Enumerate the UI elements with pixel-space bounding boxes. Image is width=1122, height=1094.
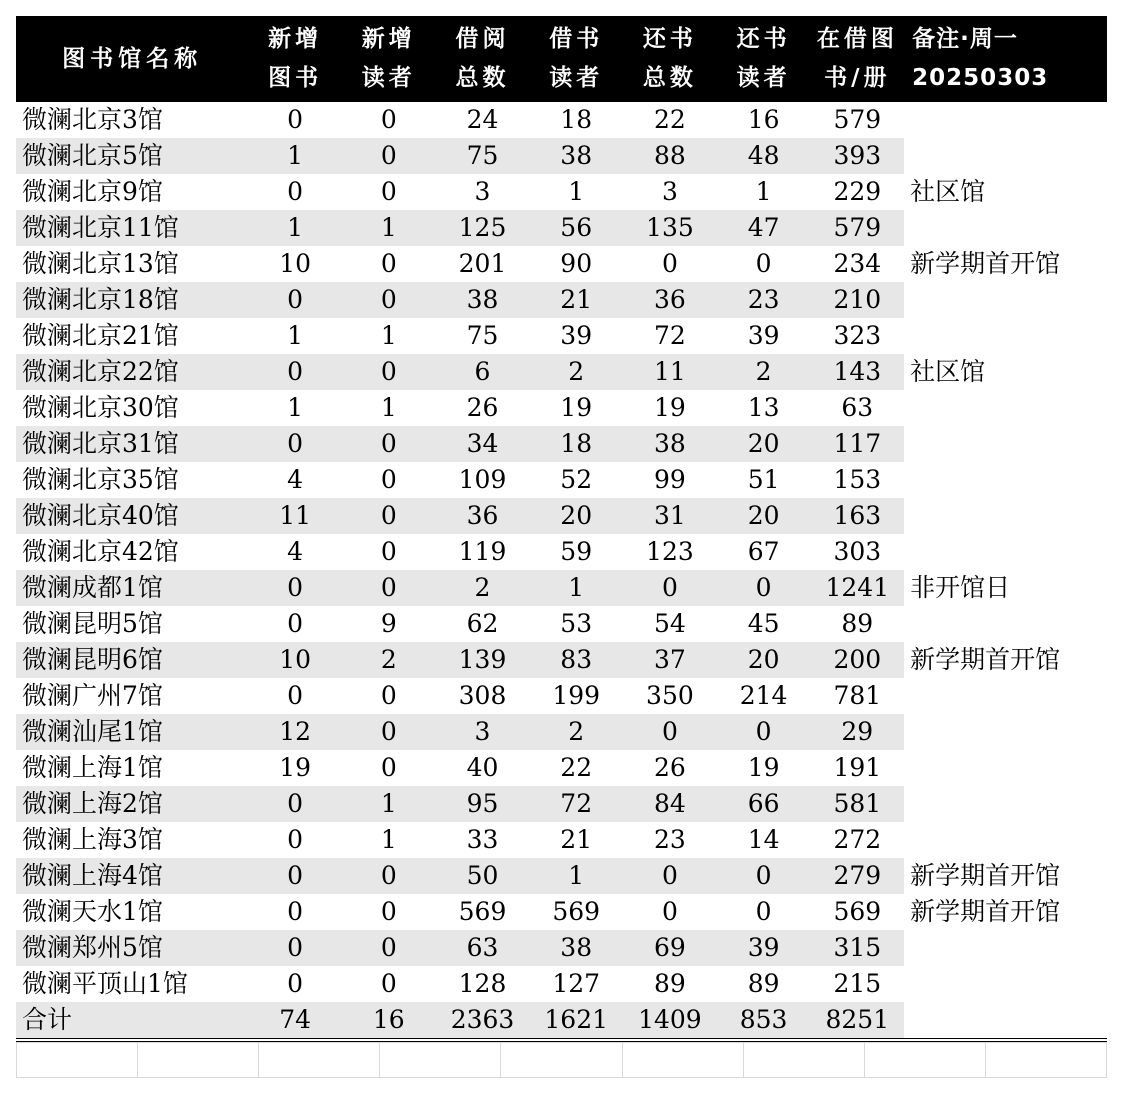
total-row <box>16 1002 1107 1040</box>
library-stats-table <box>16 16 1107 1042</box>
cell-on-loan[interactable]: 272 <box>833 825 882 854</box>
cell-return-total[interactable]: 89 <box>654 969 686 998</box>
cell-new-readers[interactable]: 0 <box>380 681 397 710</box>
cell-new-readers[interactable]: 1 <box>342 786 436 822</box>
cell-library-name[interactable]: 微澜广州7馆 <box>22 681 163 710</box>
cell-new-readers[interactable]: 16 <box>342 1002 436 1040</box>
cell-borrow-readers[interactable]: 59 <box>560 537 593 566</box>
cell-return-readers[interactable]: 16 <box>747 105 780 134</box>
empty-cell[interactable] <box>985 1043 1106 1078</box>
cell-new-readers[interactable]: 0 <box>380 249 397 278</box>
header-borrow-readers[interactable]: 借书 读者 <box>529 16 623 102</box>
cell-library-name[interactable]: 微澜北京22馆 <box>16 354 248 390</box>
cell-return-readers[interactable]: 39 <box>747 321 780 350</box>
cell-new-books[interactable]: 0 <box>248 354 342 390</box>
cell-borrow-total[interactable]: 24 <box>466 105 499 134</box>
cell-library-name[interactable]: 微澜北京40馆 <box>16 498 248 534</box>
cell-new-readers[interactable]: 0 <box>342 570 436 606</box>
cell-on-loan[interactable]: 191 <box>833 753 882 782</box>
cell-on-loan[interactable]: 315 <box>810 930 904 966</box>
cell-new-books[interactable]: 0 <box>287 897 304 926</box>
cell-return-total[interactable]: 19 <box>654 393 686 422</box>
cell-new-readers[interactable]: 0 <box>380 105 397 134</box>
cell-new-readers[interactable]: 1 <box>380 393 397 422</box>
cell-return-total[interactable]: 37 <box>623 642 717 678</box>
cell-library-name[interactable]: 合计 <box>16 1002 248 1040</box>
cell-on-loan[interactable]: 303 <box>833 537 882 566</box>
cell-new-books[interactable]: 12 <box>248 714 342 750</box>
table-row <box>16 102 1107 138</box>
cell-borrow-total[interactable]: 75 <box>436 138 530 174</box>
cell-new-readers[interactable]: 0 <box>342 426 436 462</box>
cell-library-name[interactable]: 微澜昆明5馆 <box>22 609 163 638</box>
cell-on-loan[interactable]: 579 <box>833 105 882 134</box>
cell-new-books[interactable]: 0 <box>287 177 304 206</box>
cell-on-loan[interactable]: 89 <box>841 609 874 638</box>
cell-note[interactable] <box>904 930 1107 966</box>
cell-new-books[interactable]: 1 <box>248 210 342 246</box>
cell-note[interactable] <box>904 426 1107 462</box>
cell-return-readers[interactable]: 0 <box>717 858 811 894</box>
table-row <box>16 174 1107 210</box>
table-row <box>16 786 1107 822</box>
empty-cell[interactable] <box>138 1043 259 1078</box>
cell-return-total[interactable]: 36 <box>623 282 717 318</box>
cell-library-name[interactable]: 微澜北京21馆 <box>22 321 179 350</box>
cell-note[interactable] <box>904 318 1107 354</box>
cell-return-total[interactable]: 0 <box>623 714 717 750</box>
cell-on-loan[interactable]: 581 <box>810 786 904 822</box>
cell-new-readers[interactable]: 1 <box>380 825 397 854</box>
cell-note[interactable] <box>904 822 1107 858</box>
cell-borrow-readers[interactable]: 72 <box>529 786 623 822</box>
cell-new-books[interactable]: 4 <box>287 465 304 494</box>
cell-borrow-readers[interactable]: 21 <box>529 282 623 318</box>
cell-new-books[interactable]: 0 <box>248 786 342 822</box>
cell-return-total[interactable]: 84 <box>623 786 717 822</box>
table-row <box>16 138 1107 174</box>
cell-borrow-readers[interactable]: 19 <box>560 393 593 422</box>
table-row <box>16 534 1107 570</box>
cell-return-total[interactable]: 99 <box>654 465 686 494</box>
header-return-readers[interactable]: 还书 读者 <box>717 16 811 102</box>
cell-return-total[interactable]: 22 <box>654 105 686 134</box>
cell-return-readers[interactable]: 47 <box>717 210 811 246</box>
cell-library-name[interactable]: 微澜北京30馆 <box>22 393 179 422</box>
cell-borrow-readers[interactable]: 2 <box>529 714 623 750</box>
table-row <box>16 642 1107 678</box>
cell-note[interactable]: 社区馆 <box>910 177 986 206</box>
cell-borrow-readers[interactable]: 18 <box>529 426 623 462</box>
cell-note[interactable]: 新学期首开馆 <box>910 249 1061 278</box>
cell-new-readers[interactable]: 0 <box>380 753 397 782</box>
table-body <box>16 102 1107 1040</box>
cell-on-loan[interactable]: 781 <box>833 681 882 710</box>
cell-return-total[interactable]: 31 <box>623 498 717 534</box>
cell-borrow-readers[interactable]: 1 <box>568 177 585 206</box>
cell-library-name[interactable]: 微澜平顶山1馆 <box>22 969 188 998</box>
cell-on-loan[interactable]: 200 <box>810 642 904 678</box>
cell-library-name[interactable]: 微澜上海3馆 <box>22 825 163 854</box>
cell-return-readers[interactable]: 23 <box>717 282 811 318</box>
cell-on-loan[interactable]: 569 <box>833 897 882 926</box>
table-row <box>16 282 1107 318</box>
cell-note[interactable] <box>904 678 1107 714</box>
cell-new-books[interactable]: 1 <box>287 321 304 350</box>
cell-borrow-readers[interactable]: 21 <box>560 825 593 854</box>
table-row <box>16 822 1107 858</box>
cell-return-readers[interactable]: 67 <box>747 537 780 566</box>
empty-cell[interactable] <box>743 1043 864 1078</box>
cell-new-books[interactable]: 1 <box>287 393 304 422</box>
cell-note[interactable]: 新学期首开馆 <box>910 897 1061 926</box>
cell-borrow-total[interactable]: 75 <box>466 321 499 350</box>
cell-note[interactable]: 新学期首开馆 <box>904 642 1107 678</box>
cell-new-readers[interactable]: 2 <box>342 642 436 678</box>
cell-borrow-total[interactable]: 33 <box>466 825 499 854</box>
cell-on-loan[interactable]: 143 <box>810 354 904 390</box>
cell-return-total[interactable]: 3 <box>661 177 678 206</box>
empty-cell[interactable] <box>259 1043 380 1078</box>
cell-return-total[interactable]: 0 <box>623 570 717 606</box>
cell-new-readers[interactable]: 0 <box>342 138 436 174</box>
cell-borrow-total[interactable]: 119 <box>458 537 507 566</box>
cell-return-readers[interactable]: 48 <box>717 138 811 174</box>
empty-cell[interactable] <box>380 1043 501 1078</box>
cell-note[interactable] <box>904 606 1107 642</box>
table-row <box>16 246 1107 282</box>
cell-borrow-readers[interactable]: 22 <box>560 753 593 782</box>
cell-return-readers[interactable]: 20 <box>717 642 811 678</box>
cell-borrow-readers[interactable]: 1 <box>529 570 623 606</box>
cell-new-books[interactable]: 0 <box>287 681 304 710</box>
cell-note[interactable] <box>904 282 1107 318</box>
cell-borrow-total[interactable]: 109 <box>458 465 507 494</box>
cell-borrow-total[interactable]: 3 <box>436 714 530 750</box>
cell-borrow-readers[interactable]: 1 <box>529 858 623 894</box>
header-new-readers[interactable]: 新增 读者 <box>342 16 436 102</box>
cell-return-readers[interactable]: 66 <box>717 786 811 822</box>
cell-return-readers[interactable]: 214 <box>739 681 788 710</box>
cell-on-loan[interactable]: 323 <box>833 321 882 350</box>
cell-note[interactable] <box>904 750 1107 786</box>
table-row <box>16 426 1107 462</box>
cell-return-readers[interactable]: 13 <box>747 393 780 422</box>
cell-library-name[interactable]: 微澜北京13馆 <box>22 249 179 278</box>
cell-return-total[interactable]: 54 <box>654 609 686 638</box>
cell-library-name[interactable]: 微澜北京35馆 <box>22 465 179 494</box>
cell-note[interactable] <box>904 138 1107 174</box>
cell-borrow-readers[interactable]: 199 <box>552 681 601 710</box>
cell-library-name[interactable]: 微澜上海4馆 <box>16 858 248 894</box>
cell-new-books[interactable]: 1 <box>248 138 342 174</box>
table-row <box>16 354 1107 390</box>
cell-on-loan[interactable]: 279 <box>810 858 904 894</box>
cell-borrow-readers[interactable]: 52 <box>560 465 593 494</box>
empty-cell[interactable] <box>501 1043 622 1078</box>
cell-on-loan[interactable]: 393 <box>810 138 904 174</box>
cell-new-readers[interactable]: 0 <box>380 897 397 926</box>
cell-new-books[interactable]: 0 <box>248 282 342 318</box>
cell-note[interactable] <box>904 462 1107 498</box>
cell-borrow-readers[interactable]: 83 <box>529 642 623 678</box>
table-row <box>16 966 1107 1002</box>
cell-return-total[interactable]: 38 <box>623 426 717 462</box>
cell-borrow-readers[interactable]: 53 <box>560 609 593 638</box>
cell-borrow-readers[interactable]: 56 <box>529 210 623 246</box>
cell-library-name[interactable]: 微澜北京18馆 <box>16 282 248 318</box>
cell-new-readers[interactable]: 0 <box>342 714 436 750</box>
cell-return-total[interactable]: 123 <box>646 537 694 566</box>
cell-note[interactable] <box>904 210 1107 246</box>
cell-note[interactable] <box>904 102 1107 138</box>
cell-note[interactable] <box>904 1002 1107 1040</box>
cell-new-readers[interactable]: 0 <box>342 858 436 894</box>
cell-borrow-total[interactable]: 128 <box>458 969 507 998</box>
cell-note[interactable]: 社区馆 <box>904 354 1107 390</box>
cell-new-books[interactable]: 0 <box>248 426 342 462</box>
cell-on-loan[interactable]: 234 <box>833 249 882 278</box>
cell-new-readers[interactable]: 0 <box>380 177 397 206</box>
table-row <box>16 858 1107 894</box>
cell-note[interactable] <box>904 390 1107 426</box>
cell-return-total[interactable]: 72 <box>654 321 686 350</box>
cell-on-loan[interactable]: 210 <box>810 282 904 318</box>
cell-return-total[interactable]: 135 <box>623 210 717 246</box>
header-row <box>16 16 1107 102</box>
table-row <box>16 930 1107 966</box>
table-row <box>16 210 1107 246</box>
cell-return-readers[interactable]: 0 <box>717 570 811 606</box>
cell-on-loan[interactable]: 215 <box>833 969 882 998</box>
table-row <box>16 498 1107 534</box>
cell-library-name[interactable]: 微澜北京31馆 <box>16 426 248 462</box>
cell-return-total[interactable]: 350 <box>646 681 694 710</box>
cell-borrow-total[interactable]: 40 <box>466 753 499 782</box>
cell-new-books[interactable]: 0 <box>287 969 304 998</box>
cell-return-readers[interactable]: 20 <box>717 498 811 534</box>
cell-new-readers[interactable]: 0 <box>342 498 436 534</box>
cell-return-readers[interactable]: 39 <box>717 930 811 966</box>
cell-library-name[interactable]: 微澜北京3馆 <box>22 105 163 134</box>
cell-note[interactable] <box>904 534 1107 570</box>
cell-library-name[interactable]: 微澜昆明6馆 <box>16 642 248 678</box>
cell-on-loan[interactable]: 1241 <box>810 570 904 606</box>
cell-return-readers[interactable]: 0 <box>755 249 772 278</box>
cell-borrow-readers[interactable]: 90 <box>560 249 593 278</box>
cell-library-name[interactable]: 微澜北京42馆 <box>22 537 179 566</box>
cell-on-loan[interactable]: 63 <box>841 393 874 422</box>
cell-on-loan[interactable]: 8251 <box>810 1002 904 1040</box>
spreadsheet <box>16 16 1107 1078</box>
cell-new-books[interactable]: 19 <box>279 753 311 782</box>
cell-library-name[interactable]: 微澜北京5馆 <box>16 138 248 174</box>
cell-new-readers[interactable]: 0 <box>380 537 397 566</box>
cell-borrow-readers[interactable]: 569 <box>552 897 601 926</box>
cell-return-readers[interactable]: 853 <box>717 1002 811 1040</box>
table-row <box>16 390 1107 426</box>
cell-note[interactable]: 非开馆日 <box>904 570 1107 606</box>
cell-return-readers[interactable]: 2 <box>717 354 811 390</box>
cell-new-books[interactable]: 0 <box>287 609 304 638</box>
cell-borrow-total[interactable]: 34 <box>436 426 530 462</box>
cell-new-readers[interactable]: 9 <box>380 609 397 638</box>
cell-borrow-total[interactable]: 6 <box>436 354 530 390</box>
cell-new-books[interactable]: 10 <box>248 642 342 678</box>
cell-borrow-total[interactable]: 36 <box>436 498 530 534</box>
header-borrow-total[interactable]: 借阅 总数 <box>436 16 530 102</box>
cell-return-total[interactable]: 23 <box>654 825 686 854</box>
cell-library-name[interactable]: 微澜汕尾1馆 <box>16 714 248 750</box>
cell-on-loan[interactable]: 229 <box>833 177 882 206</box>
cell-note[interactable] <box>904 498 1107 534</box>
cell-borrow-total[interactable]: 569 <box>458 897 507 926</box>
cell-library-name[interactable]: 微澜上海1馆 <box>22 753 163 782</box>
cell-return-readers[interactable]: 20 <box>717 426 811 462</box>
cell-borrow-total[interactable]: 38 <box>436 282 530 318</box>
empty-cell[interactable] <box>622 1043 743 1078</box>
cell-return-total[interactable]: 69 <box>623 930 717 966</box>
cell-new-books[interactable]: 74 <box>248 1002 342 1040</box>
cell-borrow-total[interactable]: 2 <box>436 570 530 606</box>
cell-return-readers[interactable]: 0 <box>755 897 772 926</box>
table-row <box>16 570 1107 606</box>
cell-on-loan[interactable]: 579 <box>810 210 904 246</box>
table-row <box>16 894 1107 930</box>
cell-new-readers[interactable]: 0 <box>380 969 397 998</box>
cell-borrow-total[interactable]: 95 <box>436 786 530 822</box>
empty-cell[interactable] <box>17 1043 138 1078</box>
cell-new-books[interactable]: 0 <box>248 570 342 606</box>
cell-library-name[interactable]: 微澜天水1馆 <box>22 897 163 926</box>
cell-library-name[interactable]: 微澜北京9馆 <box>22 177 163 206</box>
cell-return-total[interactable]: 0 <box>661 249 678 278</box>
cell-return-readers[interactable]: 0 <box>717 714 811 750</box>
table-row <box>16 714 1107 750</box>
cell-borrow-total[interactable]: 3 <box>474 177 491 206</box>
cell-borrow-readers[interactable]: 2 <box>529 354 623 390</box>
cell-library-name[interactable]: 微澜北京11馆 <box>16 210 248 246</box>
cell-borrow-total[interactable]: 2363 <box>436 1002 530 1040</box>
header-new-books[interactable]: 新增 图书 <box>248 16 342 102</box>
cell-note[interactable]: 新学期首开馆 <box>904 858 1107 894</box>
cell-borrow-readers[interactable]: 20 <box>529 498 623 534</box>
cell-library-name[interactable]: 微澜郑州5馆 <box>16 930 248 966</box>
cell-new-readers[interactable]: 0 <box>342 282 436 318</box>
cell-borrow-readers[interactable]: 1621 <box>529 1002 623 1040</box>
empty-row <box>17 1043 1107 1078</box>
cell-borrow-total[interactable]: 62 <box>466 609 499 638</box>
cell-new-readers[interactable]: 1 <box>380 321 397 350</box>
cell-borrow-total[interactable]: 26 <box>466 393 499 422</box>
cell-borrow-total[interactable]: 63 <box>436 930 530 966</box>
cell-borrow-total[interactable]: 125 <box>436 210 530 246</box>
cell-new-books[interactable]: 0 <box>287 105 304 134</box>
table-row <box>16 750 1107 786</box>
cell-new-books[interactable]: 0 <box>248 930 342 966</box>
cell-return-readers[interactable]: 89 <box>747 969 780 998</box>
cell-borrow-readers[interactable]: 127 <box>552 969 601 998</box>
cell-return-readers[interactable]: 51 <box>747 465 780 494</box>
cell-new-readers[interactable]: 0 <box>380 465 397 494</box>
cell-borrow-readers[interactable]: 39 <box>560 321 593 350</box>
cell-new-readers[interactable]: 1 <box>342 210 436 246</box>
cell-on-loan[interactable]: 163 <box>810 498 904 534</box>
cell-new-readers[interactable]: 0 <box>342 354 436 390</box>
table-row <box>16 462 1107 498</box>
cell-new-books[interactable]: 4 <box>287 537 304 566</box>
cell-new-books[interactable]: 10 <box>279 249 311 278</box>
table-row <box>16 318 1107 354</box>
header-return-total[interactable]: 还书 总数 <box>623 16 717 102</box>
table-row <box>16 606 1107 642</box>
cell-borrow-readers[interactable]: 18 <box>560 105 593 134</box>
cell-note[interactable] <box>904 966 1107 1002</box>
cell-return-total[interactable]: 1409 <box>623 1002 717 1040</box>
header-on-loan[interactable]: 在借图 书/册 <box>810 16 904 102</box>
cell-borrow-readers[interactable]: 38 <box>529 138 623 174</box>
cell-return-readers[interactable]: 45 <box>747 609 780 638</box>
cell-return-total[interactable]: 88 <box>623 138 717 174</box>
cell-on-loan[interactable]: 117 <box>810 426 904 462</box>
cell-on-loan[interactable]: 29 <box>810 714 904 750</box>
cell-library-name[interactable]: 微澜成都1馆 <box>16 570 248 606</box>
cell-new-books[interactable]: 0 <box>287 825 304 854</box>
cell-borrow-total[interactable]: 308 <box>458 681 507 710</box>
cell-return-total[interactable]: 26 <box>654 753 686 782</box>
cell-new-readers[interactable]: 0 <box>342 930 436 966</box>
cell-library-name[interactable]: 微澜上海2馆 <box>16 786 248 822</box>
header-library-name[interactable]: 图书馆名称 <box>16 16 248 102</box>
cell-borrow-readers[interactable]: 38 <box>529 930 623 966</box>
header-note[interactable]: 备注·周一 20250303 <box>904 16 1107 102</box>
cell-note[interactable] <box>904 714 1107 750</box>
cell-on-loan[interactable]: 153 <box>833 465 882 494</box>
cell-borrow-total[interactable]: 201 <box>458 249 507 278</box>
cell-note[interactable] <box>904 786 1107 822</box>
cell-return-total[interactable]: 11 <box>623 354 717 390</box>
cell-return-readers[interactable]: 19 <box>747 753 780 782</box>
cell-borrow-total[interactable]: 50 <box>436 858 530 894</box>
cell-new-books[interactable]: 0 <box>248 858 342 894</box>
empty-rows <box>16 1042 1107 1078</box>
cell-return-total[interactable]: 0 <box>623 858 717 894</box>
empty-cell[interactable] <box>864 1043 985 1078</box>
table-header <box>16 16 1107 102</box>
cell-return-readers[interactable]: 14 <box>747 825 780 854</box>
cell-return-readers[interactable]: 1 <box>755 177 772 206</box>
cell-new-books[interactable]: 11 <box>248 498 342 534</box>
table-row <box>16 678 1107 714</box>
cell-borrow-total[interactable]: 139 <box>436 642 530 678</box>
cell-return-total[interactable]: 0 <box>661 897 678 926</box>
